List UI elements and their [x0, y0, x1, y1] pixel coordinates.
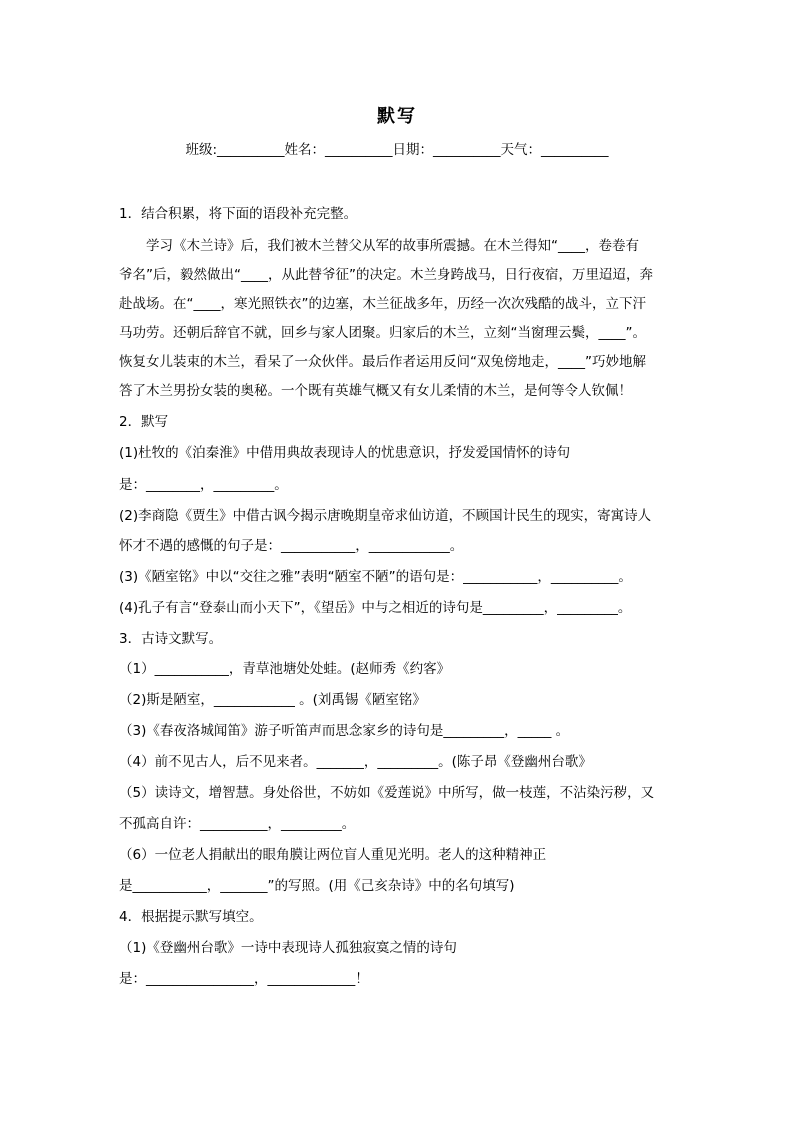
- question-1-heading: 1．结合积累，将下面的语段补充完整。: [119, 206, 358, 222]
- passage-line: 爷名”后，毅然做出“____，从此替爷征”的决定。木兰身跨战马，日行夜宿，万里迢迢，奔: [119, 267, 653, 283]
- passage-line: 答了木兰男扮女装的奥秘。一个既有英雄气概又有女儿柔情的木兰，是何等令人钦佩！: [119, 383, 632, 399]
- passage-line: 赴战场。在“____，寒光照铁衣”的边塞，木兰征战多年，历经一次次残酷的战斗，立下汗: [119, 296, 646, 312]
- passage-line: 学习《木兰诗》后，我们被木兰替父从军的故事所震撼。在木兰得知“____，卷卷有: [119, 238, 639, 254]
- question-line: (1)杜牧的《泊秦淮》中借用典故表现诗人的忧患意识，抒发爱国情怀的诗句: [119, 445, 571, 461]
- question-line: 是：________________，_____________！: [119, 971, 369, 987]
- page-title: 默写: [377, 106, 417, 127]
- question-line: 是：________，_________。: [119, 477, 288, 493]
- question-line: 怀才不遇的感慨的句子是：___________，____________。: [119, 538, 464, 554]
- question-line: (3)《陋室铭》中以“交往之雅”表明“陋室不陋”的语句是：___________，__________。: [119, 569, 632, 585]
- question-line: （4）前不见古人，后不见来者。_______，_________。(陈子昂《登幽州台歌》: [119, 754, 592, 770]
- student-info-line: 班级:__________姓名：__________日期：__________天气：__________: [185, 142, 609, 158]
- question-line: （3)《春夜洛城闻笛》游子听笛声而思念家乡的诗句是_________，_____ 。: [119, 723, 570, 739]
- question-line: （2)斯是陋室，____________ 。(刘禹锡《陋室铭》: [119, 692, 426, 708]
- passage-line: 恢复女儿装束的木兰，看呆了一众伙伴。最后作者运用反问“双兔傍地走，____”巧妙地解: [119, 354, 646, 370]
- question-2-heading: 2．默写: [119, 414, 169, 430]
- question-line: (2)李商隐《贾生》中借古讽今揭示唐晚期皇帝求仙访道，不顾国计民生的现实，寄寓诗人: [119, 508, 652, 524]
- question-line: (4)孔子有言“登泰山而小天下”，《望岳》中与之相近的诗句是_________，_________。: [119, 600, 632, 616]
- question-line: （5）读诗文，增智慧。身处俗世，不妨如《爱莲说》中所写，做一枝莲，不沾染污秽，又: [119, 785, 655, 801]
- question-line: 是___________，_______”的写照。(用《己亥杂诗》中的名句填写): [119, 878, 515, 894]
- question-line: （1)《登幽州台歌》一诗中表现诗人孤独寂寞之情的诗句: [119, 940, 457, 956]
- question-line: （6）一位老人捐献出的眼角膜让两位盲人重见光明。老人的这种精神正: [119, 847, 547, 863]
- passage-line: 马功劳。还朝后辞官不就，回乡与家人团聚。归家后的木兰，立刻“当窗理云鬓，____”。: [119, 325, 646, 341]
- question-line: 不孤高自许：__________，_________。: [119, 816, 356, 832]
- question-3-heading: 3．古诗文默写。: [119, 631, 223, 647]
- question-4-heading: 4．根据提示默写填空。: [119, 909, 263, 925]
- question-line: （1）___________，青草池塘处处蛙。(赵师秀《约客》: [119, 661, 451, 677]
